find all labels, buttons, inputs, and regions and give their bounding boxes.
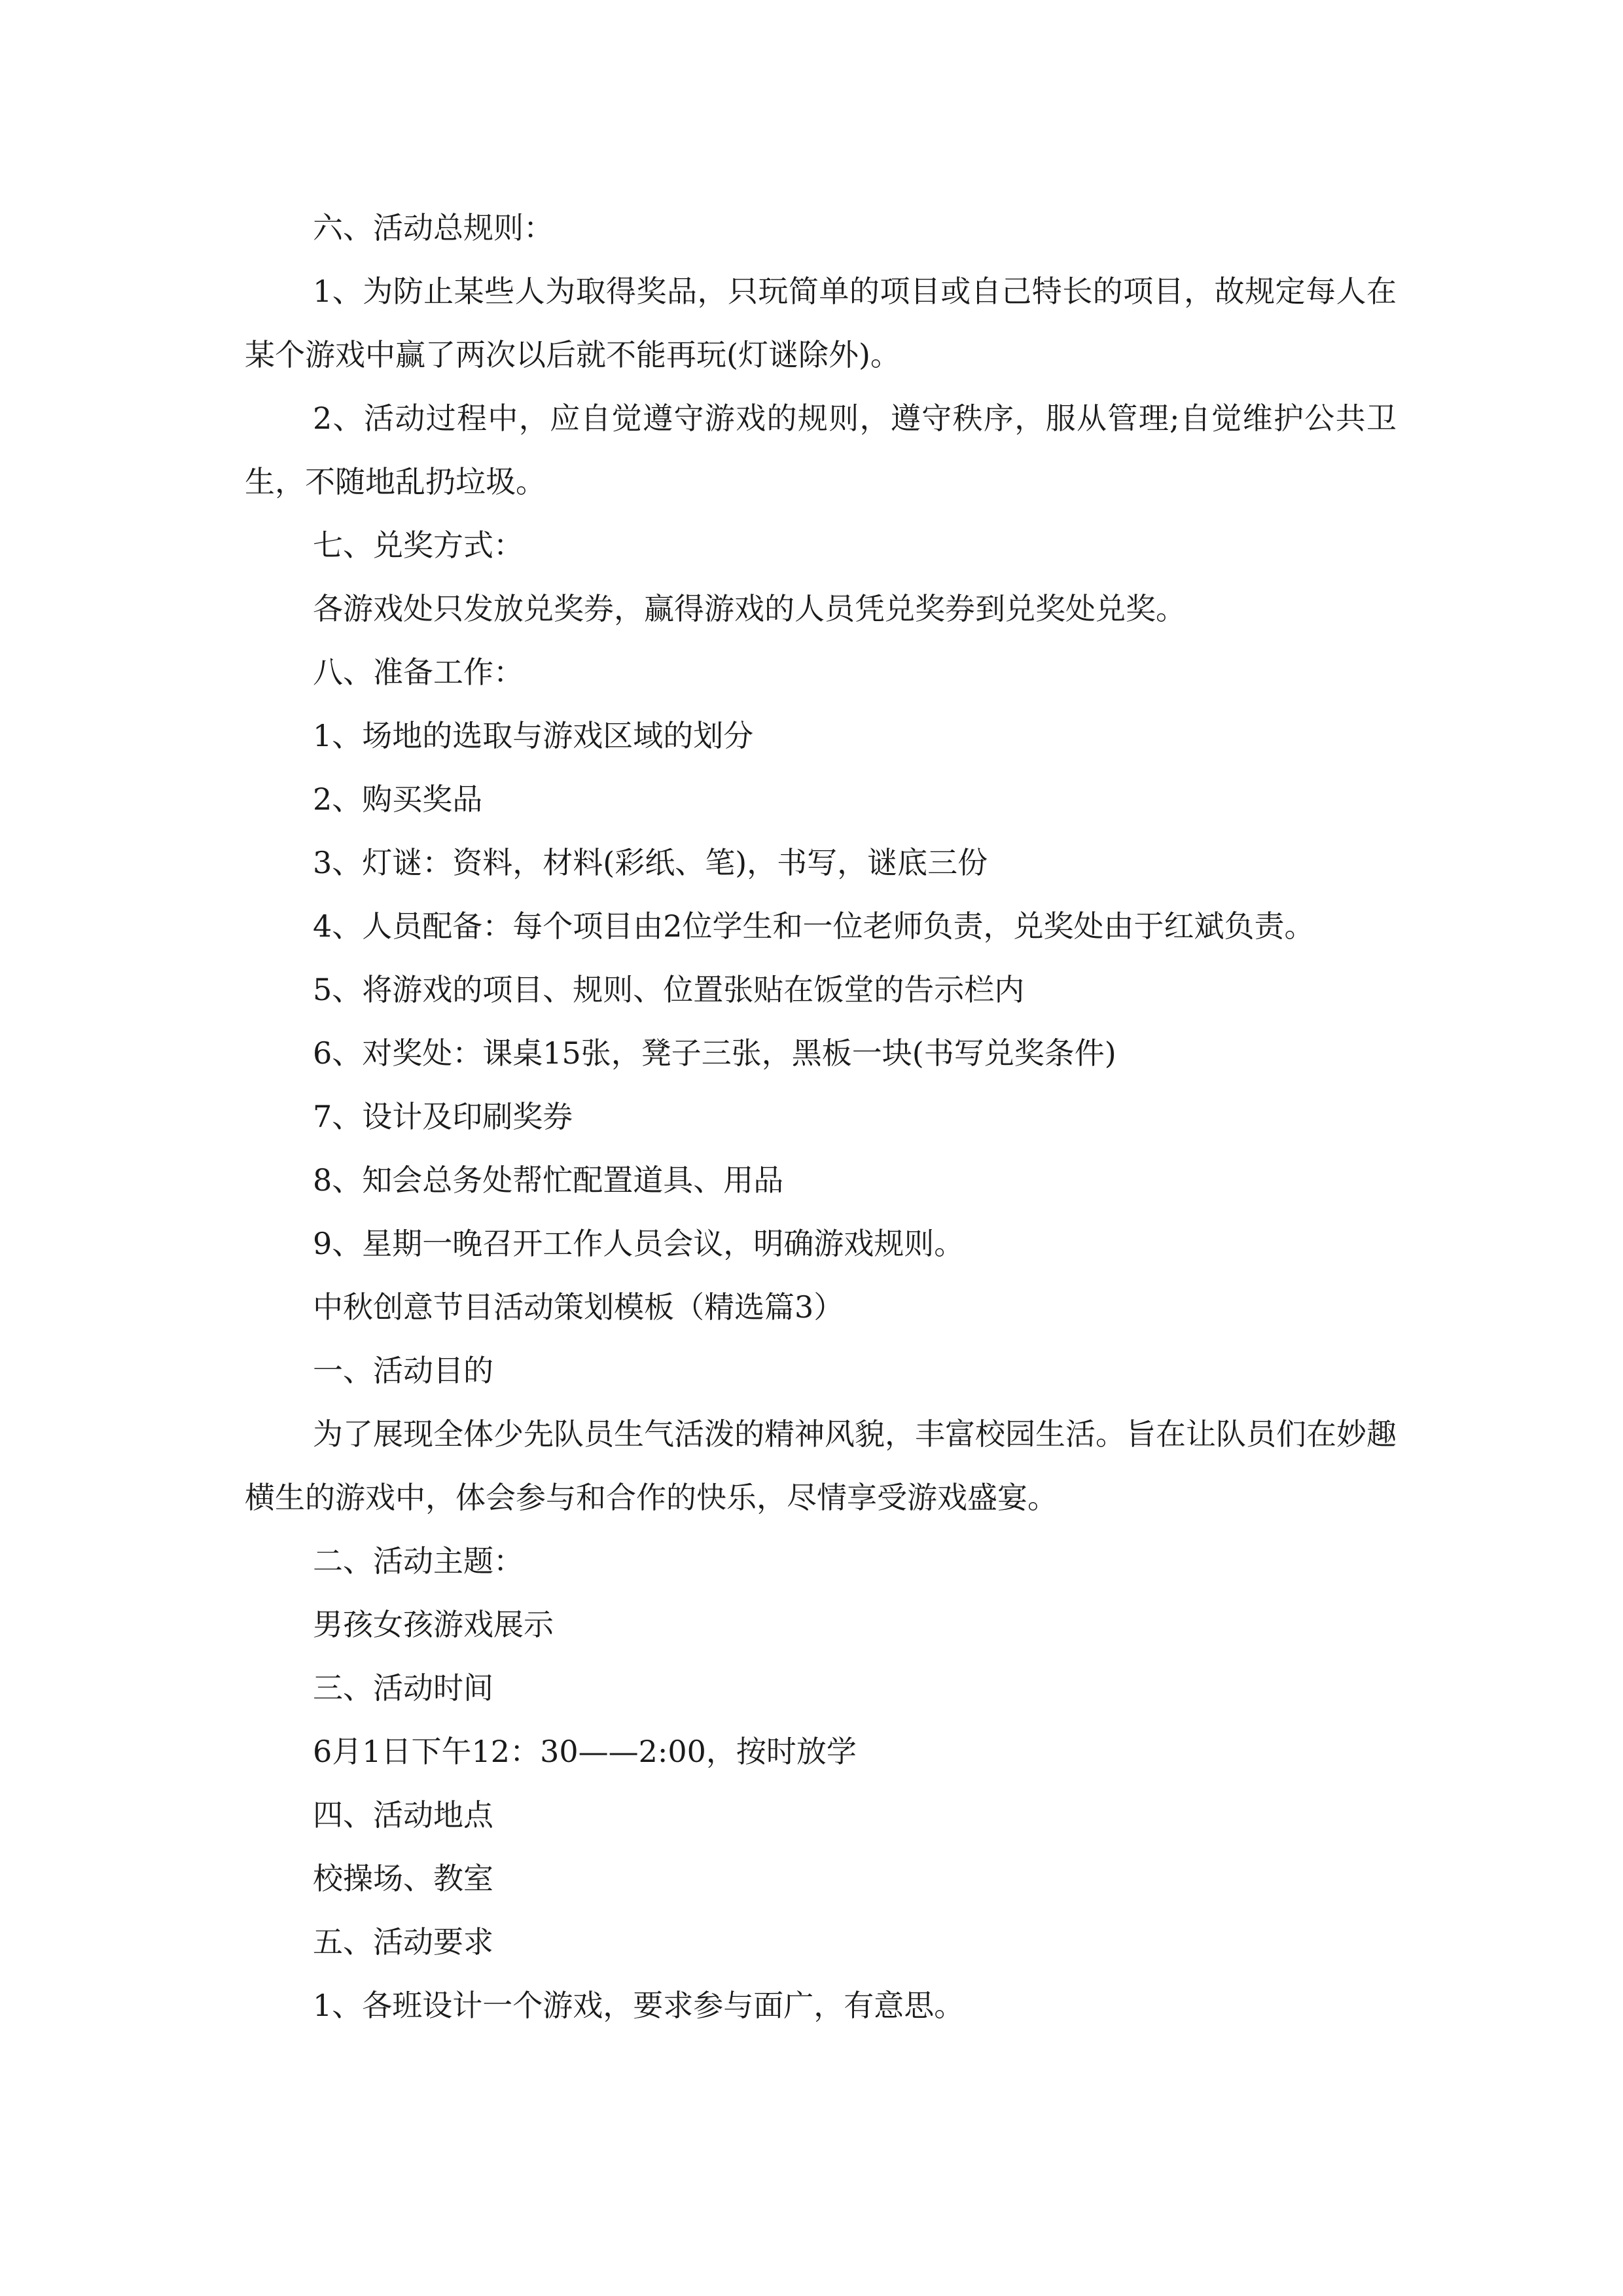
list-item: 7、设计及印刷奖券: [313, 1099, 573, 1134]
list-item: 4、人员配备：每个项目由2位学生和一位老师负责，兑奖处由于红斌负责。: [313, 908, 1315, 944]
list-item: 6、对奖处：课桌15张，凳子三张，黑板一块(书写兑奖条件): [313, 1035, 1116, 1071]
paragraph: 各游戏处只发放兑奖券，赢得游戏的人员凭兑奖券到兑奖处兑奖。: [313, 591, 1186, 626]
article-title: 中秋创意节目活动策划模板（精选篇3）: [313, 1289, 844, 1325]
list-item: 1、场地的选取与游戏区域的划分: [313, 718, 754, 753]
section-heading: 二、活动主题：: [313, 1543, 524, 1579]
paragraph: 1、为防止某些人为取得奖品，只玩简单的项目或自己特长的项目，故规定每人在某个游戏中赢了两次以后就不能再玩(灯谜除外)。: [245, 274, 1397, 372]
list-item: 2、购买奖品: [313, 781, 483, 817]
paragraph: 2、活动过程中，应自觉遵守游戏的规则，遵守秩序，服从管理;自觉维护公共卫生，不随地乱扔垃圾。: [245, 401, 1397, 499]
list-item: 3、灯谜：资料，材料(彩纸、笔)，书写，谜底三份: [313, 845, 988, 880]
section-heading: 三、活动时间: [313, 1670, 493, 1706]
paragraph: 6月1日下午12：30——2:00，按时放学: [313, 1734, 857, 1769]
list-item: 5、将游戏的项目、规则、位置张贴在饭堂的告示栏内: [313, 972, 1025, 1007]
section-heading: 一、活动目的: [313, 1353, 493, 1388]
section-heading: 四、活动地点: [313, 1797, 493, 1833]
section-heading: 五、活动要求: [313, 1924, 493, 1960]
paragraph: 男孩女孩游戏展示: [313, 1607, 554, 1642]
paragraph: 为了展现全体少先队员生气活泼的精神风貌，丰富校园生活。旨在让队员们在妙趣横生的游戏中，体会参与和合作的快乐，尽情享受游戏盛宴。: [245, 1416, 1397, 1515]
list-item: 8、知会总务处帮忙配置道具、用品: [313, 1162, 784, 1198]
list-item: 1、各班设计一个游戏，要求参与面广，有意思。: [313, 1988, 965, 2023]
section-heading: 七、兑奖方式：: [313, 528, 524, 563]
list-item: 9、星期一晚召开工作人员会议，明确游戏规则。: [313, 1226, 965, 1261]
section-heading: 八、准备工作：: [313, 655, 524, 690]
section-heading: 六、活动总规则：: [313, 210, 554, 245]
document-body: [245, 196, 1397, 2037]
paragraph: 校操场、教室: [313, 1861, 493, 1896]
